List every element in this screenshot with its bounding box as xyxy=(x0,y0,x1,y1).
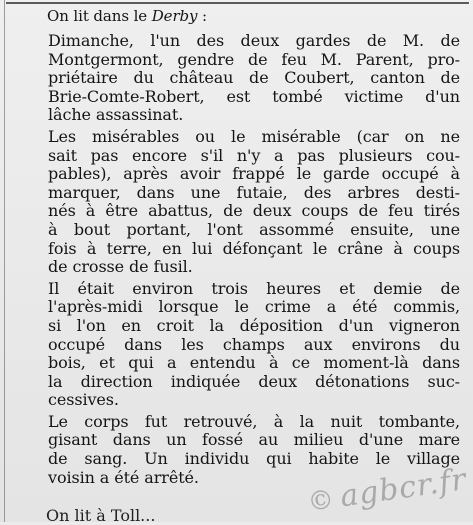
top-column-rule xyxy=(6,2,469,4)
text-line: marquer, dans une futaie, des arbres desti- xyxy=(48,182,460,202)
article-paragraph xyxy=(46,280,460,410)
text-line: à bout portant, l'ont assommé ensuite, une xyxy=(48,219,460,239)
text-line: sait pas encore s'il n'y a pas plusieurs cou- xyxy=(48,145,460,165)
text-line: gisant dans un fossé au milieu d'une mare xyxy=(48,430,460,450)
text-line: l'après-midi lorsque le crime a été commis, xyxy=(48,297,460,317)
article-heading xyxy=(47,6,460,26)
text-line: Brie-Comte-Robert, est tombé victime d'un xyxy=(48,86,460,106)
article-paragraphs xyxy=(46,32,460,487)
left-column-rule xyxy=(4,0,5,522)
text-line: Les misérables ou le misérable (car on ne xyxy=(48,126,460,146)
text-line: Il était environ trois heures et demie de xyxy=(48,278,460,298)
text-line: cessives. xyxy=(48,390,119,410)
text-line: si l'on en croit la déposition d'un vigneron xyxy=(48,315,460,335)
text-line: priétaire du château de Coubert, canton de xyxy=(48,68,460,88)
text-line: Montgermont, gendre de feu M. Parent, pro- xyxy=(48,49,460,69)
text-line: Dimanche, l'un des deux gardes de M. de xyxy=(48,31,460,50)
heading-source: Derby xyxy=(151,7,198,25)
copyright-icon: © xyxy=(305,484,337,518)
text-line: pables), après avoir frappé le garde occupé à xyxy=(48,164,460,184)
heading-prefix: On lit dans le xyxy=(47,7,152,25)
text-line: de sang. Un individu qui habite le village xyxy=(48,449,460,469)
article-paragraph xyxy=(46,128,460,277)
watermark-text: agbcr.fr xyxy=(337,462,469,515)
heading-suffix: : xyxy=(197,7,208,25)
text-line: fois à terre, en lui défonçant le crâne à coups xyxy=(48,238,460,258)
article-paragraph xyxy=(46,32,460,125)
next-article-fragment: On lit à Toll... xyxy=(46,506,156,525)
text-line: nés à être abattus, de deux coups de feu tirés xyxy=(48,201,460,221)
text-line: bois, et qui a entendu à ce moment-là dans xyxy=(48,353,460,373)
text-line: lâche assassinat. xyxy=(48,105,184,125)
text-line: occupé dans les champs aux environs du xyxy=(48,334,460,354)
article-body xyxy=(46,6,460,490)
text-line: voisin a été arrêté. xyxy=(48,467,199,487)
text-line: la direction indiquée deux détonations suc- xyxy=(48,371,460,391)
text-line: Le corps fut retrouvé, à la nuit tombante, xyxy=(48,411,460,431)
text-line: de crosse de fusil. xyxy=(48,257,193,277)
